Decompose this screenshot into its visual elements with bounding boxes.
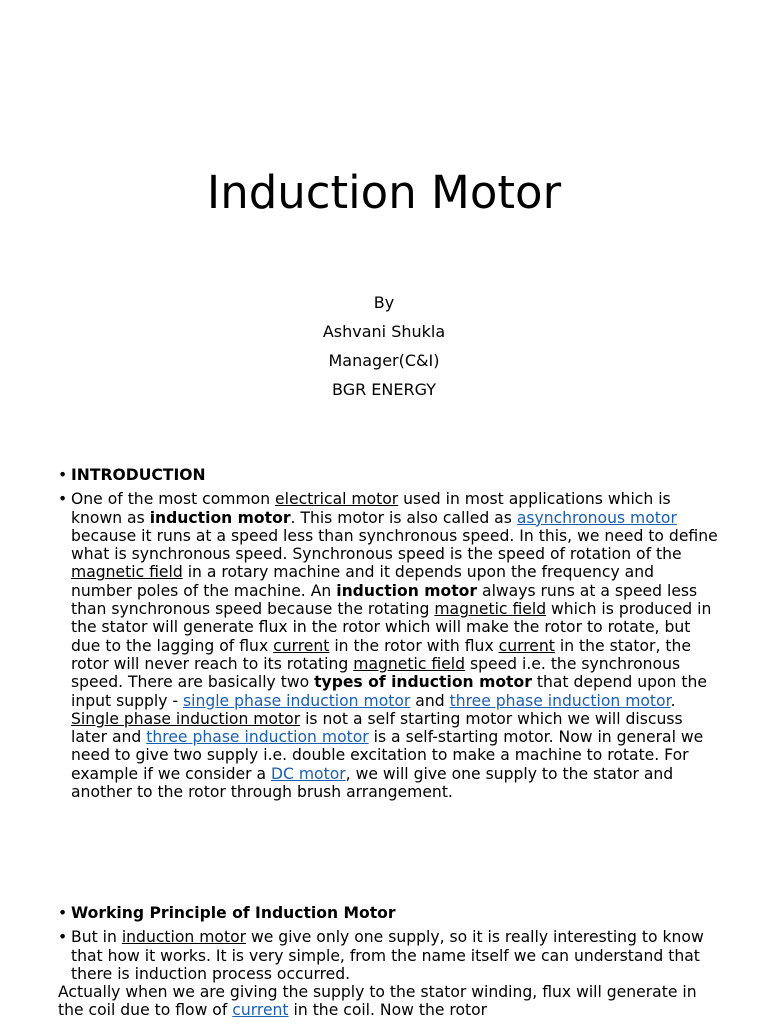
bullet-icon: • (58, 490, 68, 509)
link-current[interactable]: current (273, 636, 330, 655)
bullet-icon: • (58, 928, 68, 947)
bullet-icon: • (58, 466, 68, 484)
introduction-heading: INTRODUCTION (71, 466, 206, 484)
bold-induction-motor: induction motor (149, 508, 291, 527)
text: in a rotary machine and it depends upon the frequency and number poles of the machine. An (71, 563, 654, 600)
text: But in (71, 928, 122, 947)
link-three-phase-induction-motor[interactable]: three phase induction motor (449, 691, 671, 710)
working-principle-continuation (58, 983, 718, 1020)
text: and (410, 691, 450, 710)
text: is a self-starting motor. Now in general we need to give two supply i.e. double excitation to make a machine to rotate. For example if we consider a (71, 728, 704, 783)
bullet-icon: • (58, 904, 68, 922)
text: because it runs at a speed less than synchronous speed. In this, we need to define what is synchronous speed. Synchronous speed is the speed of rotation of the (71, 526, 718, 564)
working-principle-heading: Working Principle of Induction Motor (71, 904, 396, 922)
text: in the coil. Now the rotor (288, 1001, 488, 1020)
bold-induction-motor: induction motor (336, 581, 478, 600)
text: which is produced in the stator will generate flux in the rotor which will make the rotor to rotate, but due to the lagging of flux (71, 600, 712, 655)
text: . This motor is also called as (290, 508, 517, 527)
text: speed i.e. the synchronous speed. There are basically two (71, 654, 681, 692)
working-principle-paragraph (58, 928, 718, 983)
introduction-section (58, 466, 718, 801)
author-position: Manager(C&I) (328, 351, 440, 370)
text: is not a self starting motor which we will discuss later and (71, 709, 683, 747)
byline-by: By (373, 293, 395, 312)
link-magnetic-field[interactable]: magnetic field (434, 600, 547, 619)
link-single-phase-induction-motor-2[interactable]: Single phase induction motor (71, 709, 301, 728)
working-principle-section (58, 904, 718, 1020)
text: . (670, 691, 676, 710)
link-dc-motor[interactable]: DC motor (271, 764, 346, 783)
link-induction-motor[interactable]: induction motor (121, 928, 247, 947)
working-principle-heading-item (58, 904, 718, 922)
link-current[interactable]: current (498, 636, 555, 655)
link-magnetic-field[interactable]: magnetic field (71, 563, 183, 582)
introduction-paragraph (58, 490, 718, 801)
text: Actually when we are giving the supply to the stator winding, flux will generate in the coil due to flow of (58, 983, 697, 1020)
bold-types-of-induction-motor: types of induction motor (314, 673, 532, 692)
text: we give only one supply, so it is really interesting to know that how it works. It is very simple, from the name itself we can understand that there is induction process occurred. (71, 928, 704, 983)
byline (0, 288, 768, 404)
author-company: BGR ENERGY (332, 380, 436, 399)
text: used in most applications which is known as (71, 490, 671, 527)
text: always runs at a speed less than synchronous speed because the rotating (71, 581, 698, 619)
link-electrical-motor[interactable]: electrical motor (275, 490, 399, 509)
text: One of the most common (71, 490, 276, 509)
link-three-phase-induction-motor-2[interactable]: three phase induction motor (146, 728, 369, 747)
link-single-phase-induction-motor[interactable]: single phase induction motor (182, 691, 411, 710)
link-magnetic-field[interactable]: magnetic field (353, 654, 465, 673)
link-current[interactable]: current (232, 1001, 289, 1020)
text: , we will give one supply to the stator and another to the rotor through brush arrangement. (71, 764, 674, 802)
introduction-heading-item (58, 466, 718, 484)
text: that depend upon the input supply - (71, 673, 707, 710)
text: in the rotor with flux (329, 636, 499, 655)
text: in the stator, the rotor will never reach to its rotating (71, 636, 691, 673)
slide-title: Induction Motor (206, 166, 562, 219)
author-name: Ashvani Shukla (322, 322, 446, 341)
link-asynchronous-motor[interactable]: asynchronous motor (516, 508, 677, 527)
